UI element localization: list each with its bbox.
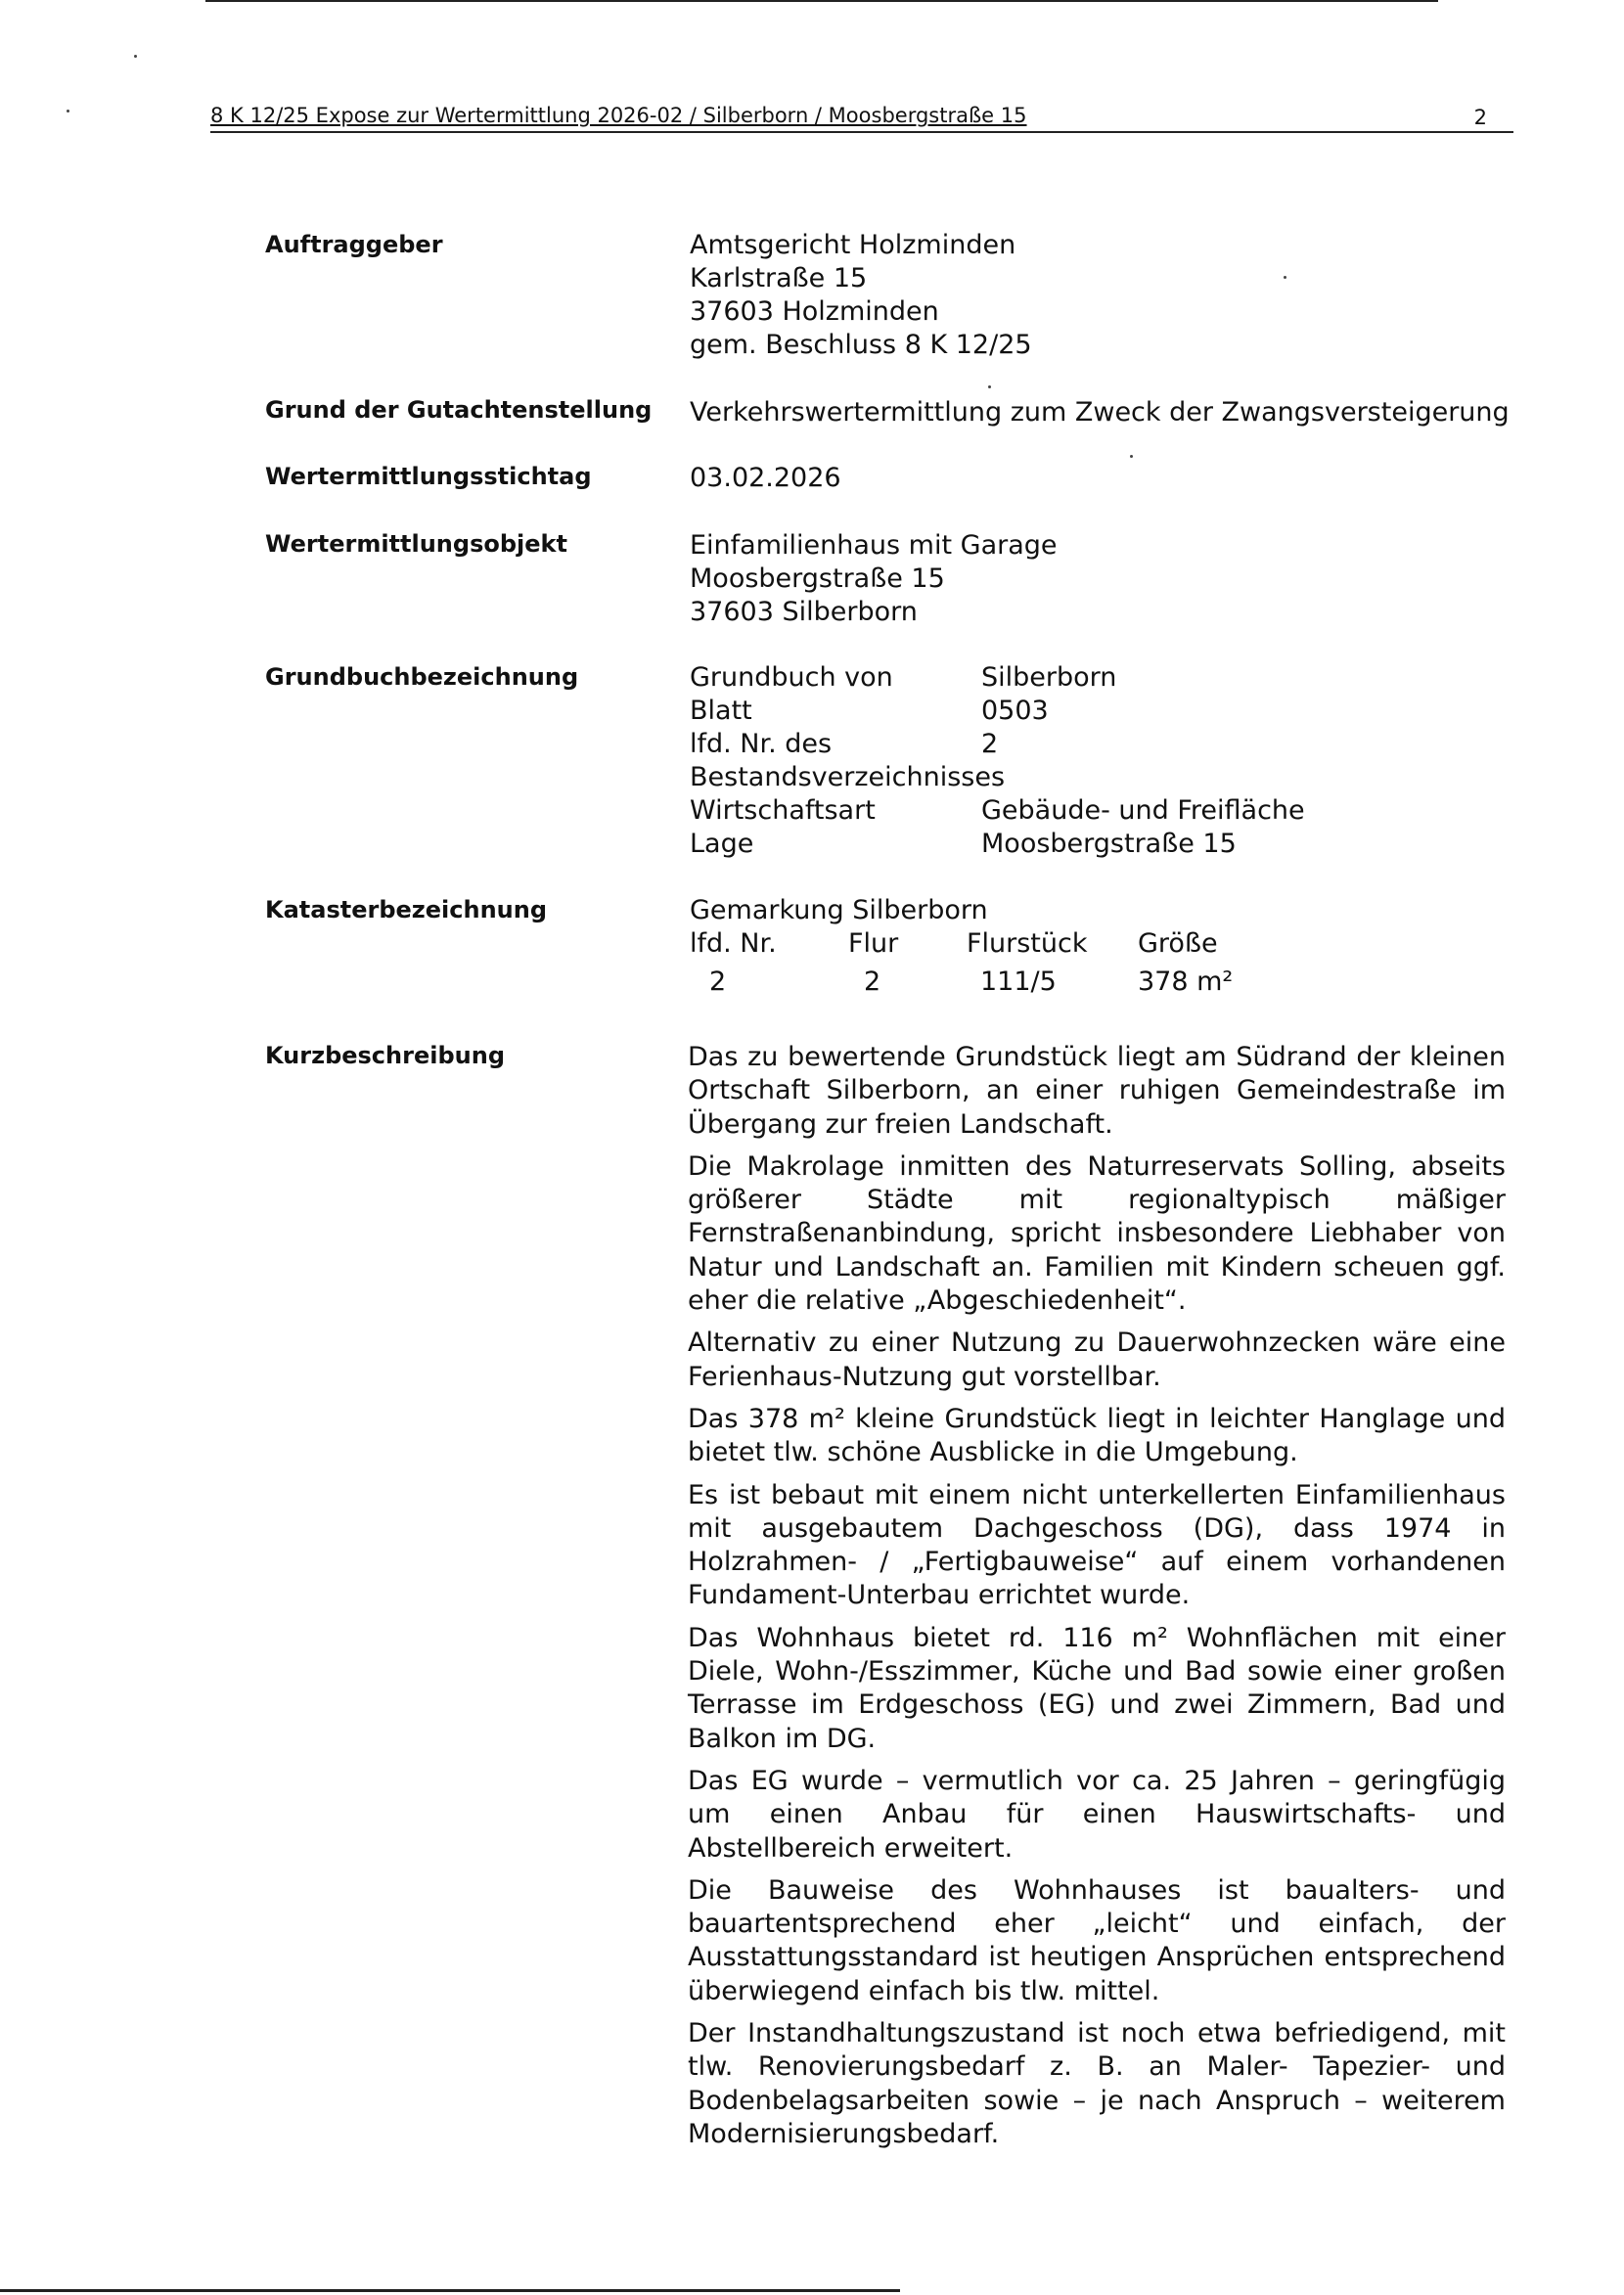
- kataster-gemarkung: Gemarkung Silberborn: [690, 895, 988, 925]
- grundbuch-key: Lage: [690, 829, 754, 859]
- grundbuch-value: 0503: [981, 696, 1049, 726]
- objekt-line: 37603 Silberborn: [690, 597, 918, 627]
- label-kataster: Katasterbezeichnung: [265, 896, 548, 923]
- kataster-header: Flurstück: [967, 928, 1088, 959]
- description-paragraph: Die Bauweise des Wohnhauses ist baualters- und bauartentsprechend eher „leicht“ und einfach, der Ausstattungsstandard ist heutigen Ansprüchen entsprechend überwiegend einfach bis tlw. mittel.: [688, 1874, 1506, 2006]
- kataster-table: [690, 927, 1277, 1006]
- scan-speck: [67, 110, 69, 112]
- kataster-block: [690, 894, 1277, 1006]
- label-grundbuch: Grundbuchbezeichnung: [265, 663, 579, 691]
- auftraggeber-line: gem. Beschluss 8 K 12/25: [690, 330, 1032, 360]
- label-stichtag: Wertermittlungsstichtag: [265, 463, 592, 490]
- description-paragraph: Alternativ zu einer Nutzung zu Dauerwohnzecken wäre eine Ferienhaus-Nutzung gut vorstellbar.: [688, 1328, 1506, 1392]
- grundbuch-key: Grundbuch von: [690, 662, 893, 693]
- value-grund: Verkehrswertermittlung zum Zweck der Zwangsversteigerung: [690, 397, 1510, 428]
- value-stichtag: 03.02.2026: [690, 463, 841, 493]
- header-title: 8 K 12/25 Expose zur Wertermittlung 2026-02 / Silberborn / Moosbergstraße 15: [210, 104, 1027, 127]
- label-grund: Grund der Gutachtenstellung: [265, 396, 653, 424]
- page-number: 2: [1473, 106, 1487, 129]
- scan-speck: [988, 385, 991, 388]
- kataster-header: Größe: [1138, 928, 1218, 959]
- description-paragraph: Die Makrolage inmitten des Naturreservats Solling, abseits größerer Städte mit regionaltypisch mäßiger Fernstraßenanbindung, spricht insbesondere Liebhaber von Natur und Landschaft an. Familien mit Kindern scheuen ggf. eher die relative „Abgeschiedenheit“.: [688, 1150, 1506, 1317]
- kurzbeschreibung-text: [688, 1041, 1506, 2160]
- value-auftraggeber: [690, 229, 1032, 362]
- grundbuch-value: Silberborn: [981, 662, 1117, 693]
- kataster-cell: 378 m²: [1138, 967, 1234, 997]
- kataster-cell: 2: [864, 967, 881, 997]
- page-header: [210, 102, 1513, 133]
- value-objekt: [690, 529, 1058, 629]
- scan-speck: [1284, 276, 1286, 279]
- scan-edge-top: [205, 0, 1438, 2]
- auftraggeber-line: 37603 Holzminden: [690, 296, 939, 327]
- grundbuch-value: Gebäude- und Freifläche: [981, 795, 1305, 826]
- objekt-line: Moosbergstraße 15: [690, 563, 945, 594]
- kataster-cell: 2: [709, 967, 727, 997]
- description-paragraph: Das 378 m² kleine Grundstück liegt in leichter Hanglage und bietet tlw. schöne Ausblicke in die Umgebung.: [688, 1403, 1506, 1468]
- description-paragraph: Das EG wurde – vermutlich vor ca. 25 Jahren – geringfügig um einen Anbau für einen Hauswirtschafts- und Abstellbereich erweitert.: [688, 1765, 1506, 1864]
- description-paragraph: Das zu bewertende Grundstück liegt am Südrand der kleinen Ortschaft Silberborn, an einer ruhigen Gemeindestraße im Übergang zur freien Landschaft.: [688, 1042, 1506, 1140]
- scan-edge-bottom: [0, 2289, 900, 2292]
- auftraggeber-line: Amtsgericht Holzminden: [690, 230, 1016, 260]
- kataster-header: lfd. Nr.: [690, 928, 777, 959]
- label-kurzbeschreibung: Kurzbeschreibung: [265, 1042, 505, 1069]
- grundbuch-value: Moosbergstraße 15: [981, 829, 1237, 859]
- kataster-cell: 111/5: [980, 967, 1057, 997]
- kataster-header: Flur: [848, 928, 899, 959]
- grundbuch-value: 2: [981, 729, 999, 759]
- description-paragraph: Das Wohnhaus bietet rd. 116 m² Wohnflächen mit einer Diele, Wohn-/Esszimmer, Küche und Bad sowie einer großen Terrasse im Erdgeschoss (EG) und zwei Zimmern, Bad und Balkon im DG.: [688, 1622, 1506, 1754]
- grundbuch-key: Blatt: [690, 696, 752, 726]
- grundbuch-key: Wirtschaftsart: [690, 795, 876, 826]
- label-auftraggeber: Auftraggeber: [265, 231, 443, 258]
- auftraggeber-line: Karlstraße 15: [690, 263, 868, 293]
- grundbuch-key: Bestandsverzeichnisses: [690, 762, 1006, 792]
- scan-speck: [134, 55, 137, 58]
- label-objekt: Wertermittlungsobjekt: [265, 530, 567, 558]
- grundbuch-key: lfd. Nr. des: [690, 729, 833, 759]
- description-paragraph: Der Instandhaltungszustand ist noch etwa befriedigend, mit tlw. Renovierungsbedarf z. B. an Maler- Tapezier- und Bodenbelagsarbeiten sowie – je nach Anspruch – weiterem Modernisierungsbedarf.: [688, 2018, 1506, 2149]
- objekt-line: Einfamilienhaus mit Garage: [690, 530, 1058, 561]
- scan-speck: [1130, 455, 1133, 458]
- description-paragraph: Es ist bebaut mit einem nicht unterkellerten Einfamilienhaus mit ausgebautem Dachgeschoss (DG), dass 1974 in Holzrahmen- / „Fertigbauweise“ auf einem vorhandenen Fundament-Unterbau errichtet wurde.: [688, 1479, 1506, 1611]
